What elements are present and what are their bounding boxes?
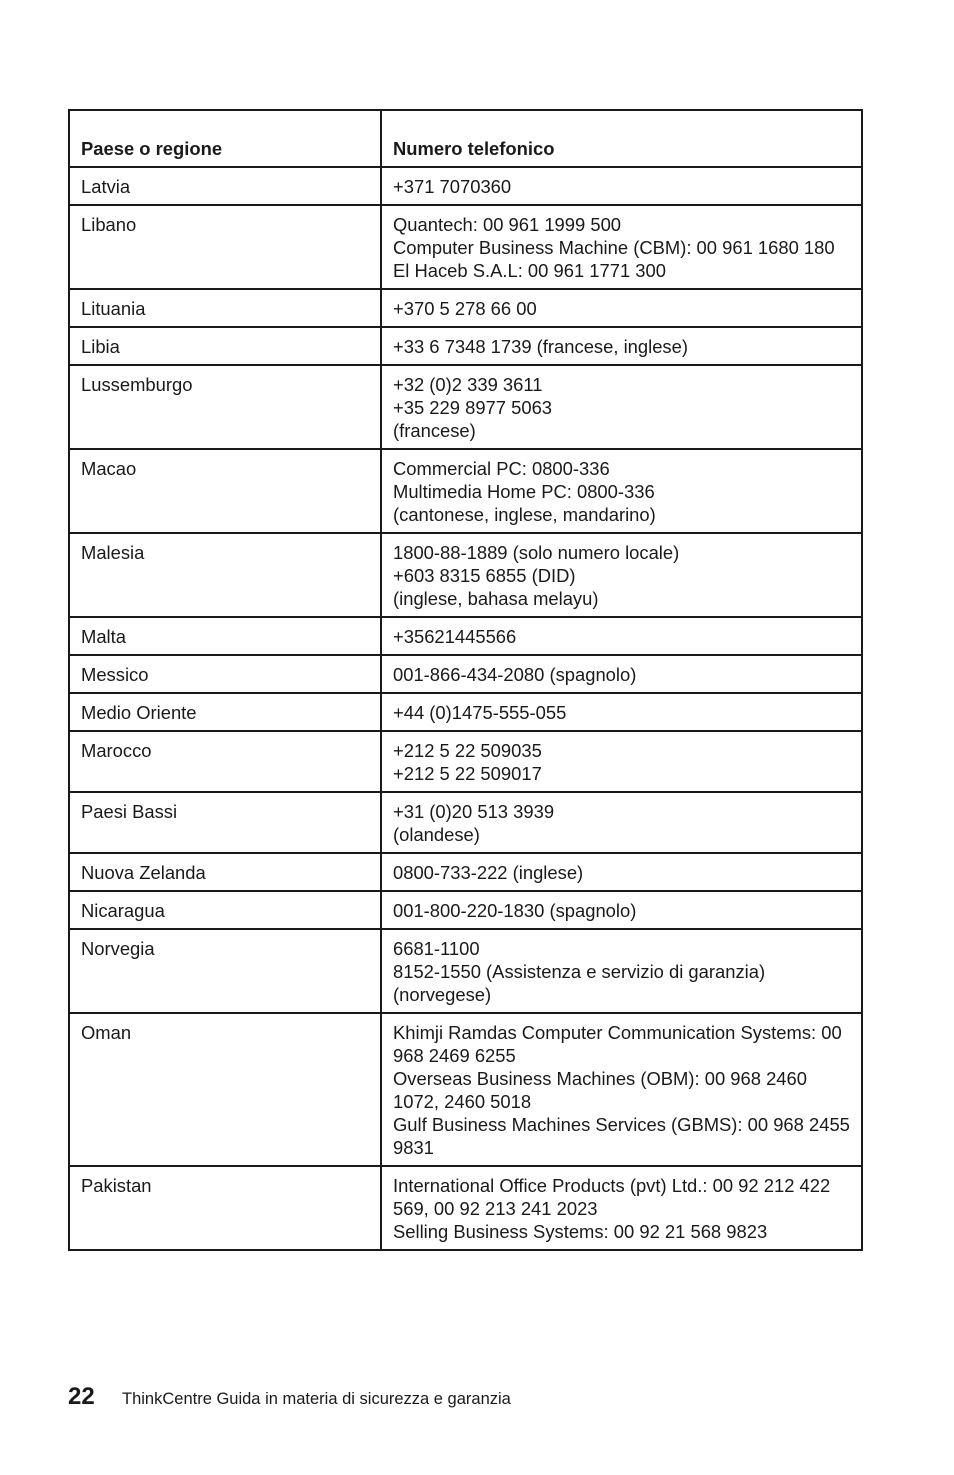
country-cell: Libia [69,327,381,365]
country-cell: Norvegia [69,929,381,1013]
table-row [69,327,862,365]
phone-directory-table [68,109,863,1251]
phone-cell: +371 7070360 [381,167,862,205]
country-cell: Latvia [69,167,381,205]
phone-cell: +44 (0)1475-555-055 [381,693,862,731]
table-row [69,365,862,449]
phone-cell: 001-866-434-2080 (spagnolo) [381,655,862,693]
country-cell: Nicaragua [69,891,381,929]
phone-cell: International Office Products (pvt) Ltd.: 00 92 212 422 569, 00 92 213 241 2023 Selling Business Systems: 00 92 21 568 9823 [381,1166,862,1250]
phone-cell: +370 5 278 66 00 [381,289,862,327]
table-header-row [69,110,862,167]
phone-cell: 001-800-220-1830 (spagnolo) [381,891,862,929]
country-cell: Messico [69,655,381,693]
table-row [69,289,862,327]
table-row [69,167,862,205]
country-cell: Lussemburgo [69,365,381,449]
phone-cell: +33 6 7348 1739 (francese, inglese) [381,327,862,365]
page-number: 22 [68,1383,95,1410]
phone-cell: 6681-1100 8152-1550 (Assistenza e servizio di garanzia) (norvegese) [381,929,862,1013]
country-cell: Libano [69,205,381,289]
phone-cell: 0800-733-222 (inglese) [381,853,862,891]
country-cell: Macao [69,449,381,533]
table-row [69,792,862,853]
phone-cell: +212 5 22 509035 +212 5 22 509017 [381,731,862,792]
phone-cell: Commercial PC: 0800-336 Multimedia Home PC: 0800-336 (cantonese, inglese, mandarino) [381,449,862,533]
country-cell: Medio Oriente [69,693,381,731]
table-row [69,1013,862,1166]
country-cell: Pakistan [69,1166,381,1250]
table-row [69,533,862,617]
table-row [69,731,862,792]
country-cell: Malesia [69,533,381,617]
table-row [69,617,862,655]
phone-cell: 1800-88-1889 (solo numero locale) +603 8315 6855 (DID) (inglese, bahasa melayu) [381,533,862,617]
phone-cell: +32 (0)2 339 3611 +35 229 8977 5063 (francese) [381,365,862,449]
phone-cell: Khimji Ramdas Computer Communication Systems: 00 968 2469 6255 Overseas Business Machines (OBM): 00 968 2460 1072, 2460 5018 Gulf Business Machines Services (GBMS): 00 968 2455 9831 [381,1013,862,1166]
table-row [69,891,862,929]
table-row [69,693,862,731]
table-body [69,167,862,1250]
phone-cell: Quantech: 00 961 1999 500 Computer Business Machine (CBM): 00 961 1680 180 El Haceb S.A.L: 00 961 1771 300 [381,205,862,289]
phone-cell: +35621445566 [381,617,862,655]
table-row [69,929,862,1013]
footer-title: ThinkCentre Guida in materia di sicurezza e garanzia [122,1390,511,1408]
table-row [69,449,862,533]
country-cell: Lituania [69,289,381,327]
country-cell: Oman [69,1013,381,1166]
header-phone: Numero telefonico [381,110,862,167]
table-row [69,853,862,891]
table-row [69,655,862,693]
country-cell: Paesi Bassi [69,792,381,853]
country-cell: Nuova Zelanda [69,853,381,891]
country-cell: Marocco [69,731,381,792]
table-row [69,1166,862,1250]
header-country: Paese o regione [69,110,381,167]
table-row [69,205,862,289]
phone-cell: +31 (0)20 513 3939 (olandese) [381,792,862,853]
country-cell: Malta [69,617,381,655]
